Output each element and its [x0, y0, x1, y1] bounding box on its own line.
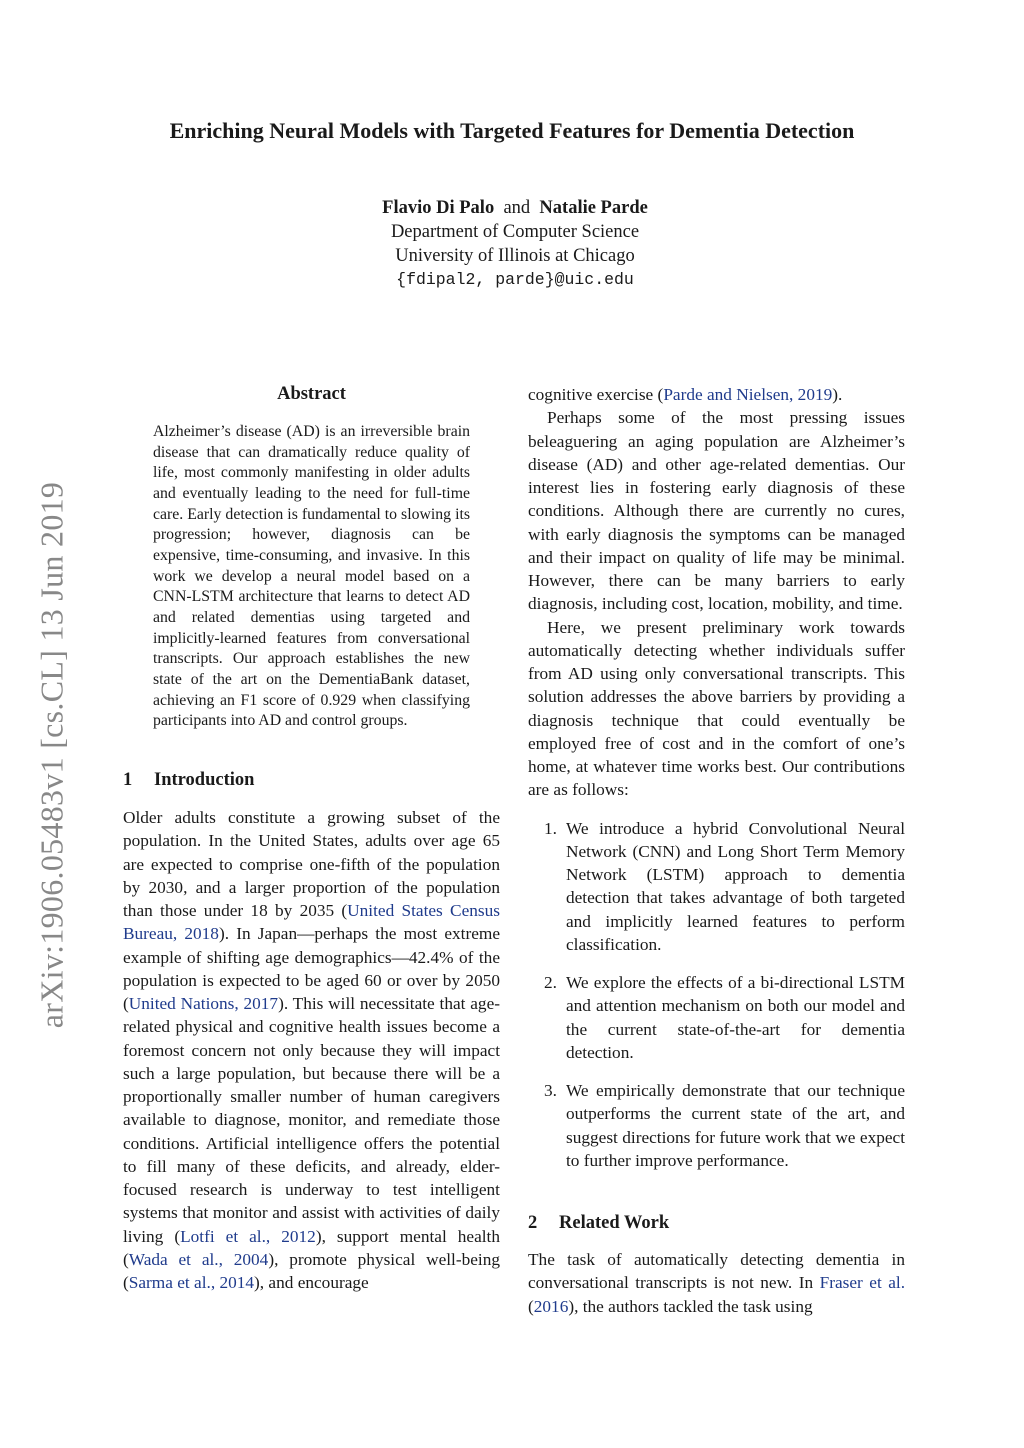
- citation-link[interactable]: 2016: [533, 1296, 569, 1316]
- text-run: ), support mental health (: [123, 1226, 500, 1269]
- list-item: [528, 1079, 905, 1172]
- citation-link[interactable]: United States Census Bureau, 2018: [123, 901, 500, 944]
- text-run: The task of automatically detecting dementia in conversational transcripts is not new. In: [528, 1250, 905, 1293]
- list-item: [528, 817, 905, 957]
- arxiv-stamp: arXiv:1906.05483v1 [cs.CL] 13 Jun 2019: [33, 481, 70, 1029]
- citation-link[interactable]: Sarma et al., 2014: [128, 1273, 255, 1292]
- citation-link[interactable]: Fraser et al.: [819, 1273, 906, 1293]
- citation-link[interactable]: Lotfi et al., 2012: [180, 1226, 316, 1246]
- paragraph: Perhaps some of the most pressing issues beleaguering an aging population are Alzheimer’s disease (AD) and other age-related dementias. Our interest lies in fostering early diagnosis of these conditions. Although there are currently no cures, with early diagnosis the symptoms can be managed and their impact on quality of life may be minimal. However, there can be many barriers to early diagnosis, including cost, location, mobility, and time.: [528, 408, 905, 614]
- author-conjunction: and: [503, 198, 531, 218]
- text-run: Older adults constitute a growing subset of the population. In the United States, adults over age 65 are expected to comprise one-fifth of the population by 2030, and a larger proportion of the population than those under 18 by 2035 (: [123, 808, 500, 920]
- contributions-list: [528, 817, 905, 1173]
- section-number: 1: [123, 770, 133, 790]
- author-name: Natalie Parde: [539, 198, 648, 218]
- affiliation-department: Department of Computer Science: [390, 222, 640, 242]
- paper-title: Enriching Neural Models with Targeted Features for Dementia Detection: [169, 118, 855, 143]
- abstract-body: Alzheimer’s disease (AD) is an irreversible brain disease that can dramatically reduce quality of life, most commonly manifesting in older adults and eventually leading to the need for full-time care. Early detection is fundamental to slowing its progression; however, diagnosis can be expensive, time-consuming, and invasive. In this work we develop a neural model based on a CNN-LSTM architecture that learns to detect AD and related dementias using targeted and implicitly-learned features from conversational transcripts. Our approach establishes the new state of the art on the DementiaBank dataset, achieving an F1 score of 0.929 when classifying participants into AD and control groups.: [153, 423, 470, 730]
- citation-link[interactable]: United Nations, 2017: [128, 994, 279, 1013]
- abstract-heading: Abstract: [277, 384, 346, 404]
- text-run: ), the authors tackled the task using: [568, 1296, 813, 1316]
- paragraph: [528, 1248, 905, 1318]
- author-name: Flavio Di Palo: [382, 198, 495, 218]
- author-line: [0, 196, 1024, 220]
- text-run: ), and encourage: [254, 1273, 369, 1292]
- list-item: [528, 971, 905, 1064]
- section-title: Related Work: [559, 1213, 670, 1233]
- paragraph: Here, we present preliminary work towards automatically detecting whether individuals suffer from AD using only conversational transcripts. This solution addresses the above barriers by providing a diagnosis technique that could eventually be employed free of cost and in the comfort of one’s home, at whatever time works best. Our contributions are as follows:: [528, 617, 905, 800]
- list-item-text: We empirically demonstrate that our technique outperforms the current state of the art, and suggest directions for future work that we expect to further improve performance.: [566, 1081, 905, 1170]
- section-heading-introduction: [123, 770, 254, 791]
- text-run: ), promote physical well-being (: [123, 1249, 500, 1292]
- citation-link[interactable]: Wada et al., 2004: [128, 1249, 269, 1269]
- list-item-text: We introduce a hybrid Convolutional Neural Network (CNN) and Long Short Term Memory Network (LSTM) approach to dementia detection that takes advantage of both targeted and implicitly learned features to perform classification.: [566, 818, 905, 954]
- section-heading-related-work: [528, 1213, 669, 1234]
- author-block: [0, 196, 1024, 292]
- introduction-body: [123, 806, 500, 1294]
- list-number: 2.: [544, 973, 557, 992]
- list-number: 1.: [544, 818, 557, 838]
- text-run: cognitive exercise (: [528, 385, 664, 404]
- text-run: ). In Japan—perhaps the most extreme example of shifting age demographics—42.4% of the population is expected to be aged 60 or over by 2050 (: [123, 924, 500, 1013]
- list-number: 3.: [544, 1081, 557, 1100]
- right-column-body: [528, 383, 905, 1172]
- affiliation-university: University of Illinois at Chicago: [395, 246, 635, 266]
- paragraph: [123, 806, 500, 1294]
- text-run: (: [528, 1296, 534, 1316]
- text-run: ).: [832, 385, 843, 404]
- related-work-body: [528, 1248, 905, 1318]
- section-number: 2: [528, 1213, 538, 1233]
- section-title: Introduction: [154, 770, 255, 790]
- list-item-text: We explore the effects of a bi-directional LSTM and attention mechanism on both our model and the current state-of-the-art for dementia detection.: [566, 973, 905, 1062]
- text-run: ). This will necessitate that age-related physical and cognitive health issues become a foremost concern not only because they will impact such a large population, but because there will be a proportionally smaller number of human caregivers available to diagnose, monitor, and remediate those conditions. Artificial intelligence offers the potential to fill many of these deficits, and already, elder-focused research is underway to test intelligent systems that monitor and assist with activities of daily living (: [123, 994, 501, 1246]
- author-email: {fdipal2, parde}@uic.edu: [396, 270, 634, 289]
- paragraph: [528, 383, 905, 406]
- citation-link[interactable]: Parde and Nielsen, 2019: [663, 385, 833, 404]
